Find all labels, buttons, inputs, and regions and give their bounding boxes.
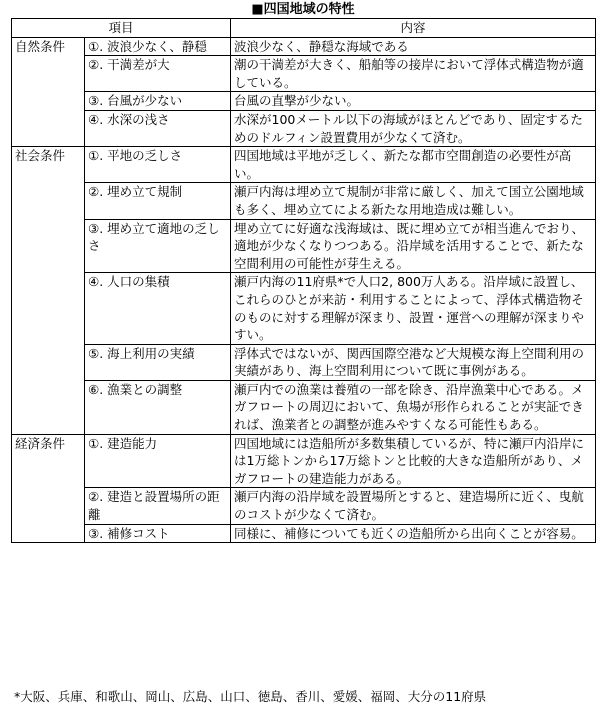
table-row	[12, 92, 596, 111]
content-cell: 同様に、補修についても近くの造船所から出向くことが容易。	[231, 524, 596, 543]
content-cell: 四国地域には造船所が多数集積しているが、特に瀬戸内沿岸には1万総トンから17万総トンと比較的大きな造船所があり、メガフロートの建造能力がある。	[231, 434, 596, 488]
footnote: *大阪、兵庫、和歌山、岡山、広島、山口、徳島、香川、愛媛、福岡、大分の11府県	[14, 689, 487, 704]
table-row	[12, 344, 596, 380]
table-row	[12, 488, 596, 524]
content-cell: 四国地域は平地が乏しく、新たな都市空間創造の必要性が高い。	[231, 147, 596, 183]
content-cell: 瀬戸内海の11府県*で人口2, 800万人ある。沿岸域に設置し、これらのひとが来訪・利用することによって、浮体式構造物そのものに対する理解が深まり、設置・運営への理解が深まりやすい。	[231, 273, 596, 344]
content-cell: 瀬戸内での漁業は養殖の一部を除き、沿岸漁業中心である。メガフロートの周辺において、魚場が形作られることが実証できれば、漁業者との調整が進みやすくなる可能性もある。	[231, 380, 596, 434]
category-cell: 経済条件	[12, 434, 85, 543]
content-cell: 潮の干満差が大きく、船舶等の接岸において浮体式構造物が適している。	[231, 56, 596, 92]
item-cell: ①. 波浪少なく、静穏	[85, 37, 231, 56]
content-cell: 埋め立てに好適な浅海域は、既に埋め立てが相当進んでおり、適地が少なくなりつつある。沿岸域を活用することで、新たな空間利用の可能性が芽生える。	[231, 219, 596, 273]
item-cell: ①. 建造能力	[85, 434, 231, 488]
content-cell: 水深が100メートル以下の海域がほとんどであり、固定するためのドルフィン設置費用が少なくて済む。	[231, 110, 596, 146]
category-cell: 自然条件	[12, 37, 85, 147]
table-row	[12, 37, 596, 56]
item-cell: ②. 建造と設置場所の距離	[85, 488, 231, 524]
table-row	[12, 524, 596, 543]
page-title: ■四国地域の特性	[251, 2, 355, 17]
table-row	[12, 380, 596, 434]
header-content: 内容	[231, 19, 596, 38]
item-cell: ④. 人口の集積	[85, 273, 231, 344]
table-row	[12, 147, 596, 183]
item-cell: ⑥. 漁業との調整	[85, 380, 231, 434]
table-row	[12, 56, 596, 92]
content-cell: 瀬戸内海の沿岸域を設置場所とすると、建造場所に近く、曳航のコストが少なくて済む。	[231, 488, 596, 524]
item-cell: ⑤. 海上利用の実績	[85, 344, 231, 380]
table-row	[12, 183, 596, 219]
table-row	[12, 110, 596, 146]
content-cell: 瀬戸内海は埋め立て規制が非常に厳しく、加えて国立公園地域も多く、埋め立てによる新たな用地造成は難しい。	[231, 183, 596, 219]
characteristics-table	[11, 18, 596, 543]
table-header-row	[12, 19, 596, 38]
table-body	[12, 37, 596, 543]
item-cell: ③. 埋め立て適地の乏しさ	[85, 219, 231, 273]
table-row	[12, 273, 596, 344]
category-cell: 社会条件	[12, 147, 85, 435]
content-cell: 台風の直撃が少ない。	[231, 92, 596, 111]
item-cell: ②. 干満差が大	[85, 56, 231, 92]
item-cell: ②. 埋め立て規制	[85, 183, 231, 219]
content-cell: 波浪少なく、静穏な海域である	[231, 37, 596, 56]
item-cell: ④. 水深の浅さ	[85, 110, 231, 146]
table-row	[12, 219, 596, 273]
item-cell: ③. 台風が少ない	[85, 92, 231, 111]
table-row	[12, 434, 596, 488]
content-cell: 浮体式ではないが、関西国際空港など大規模な海上空間利用の実績があり、海上空間利用について既に事例がある。	[231, 344, 596, 380]
item-cell: ③. 補修コスト	[85, 524, 231, 543]
item-cell: ①. 平地の乏しさ	[85, 147, 231, 183]
header-item: 項目	[12, 19, 231, 38]
